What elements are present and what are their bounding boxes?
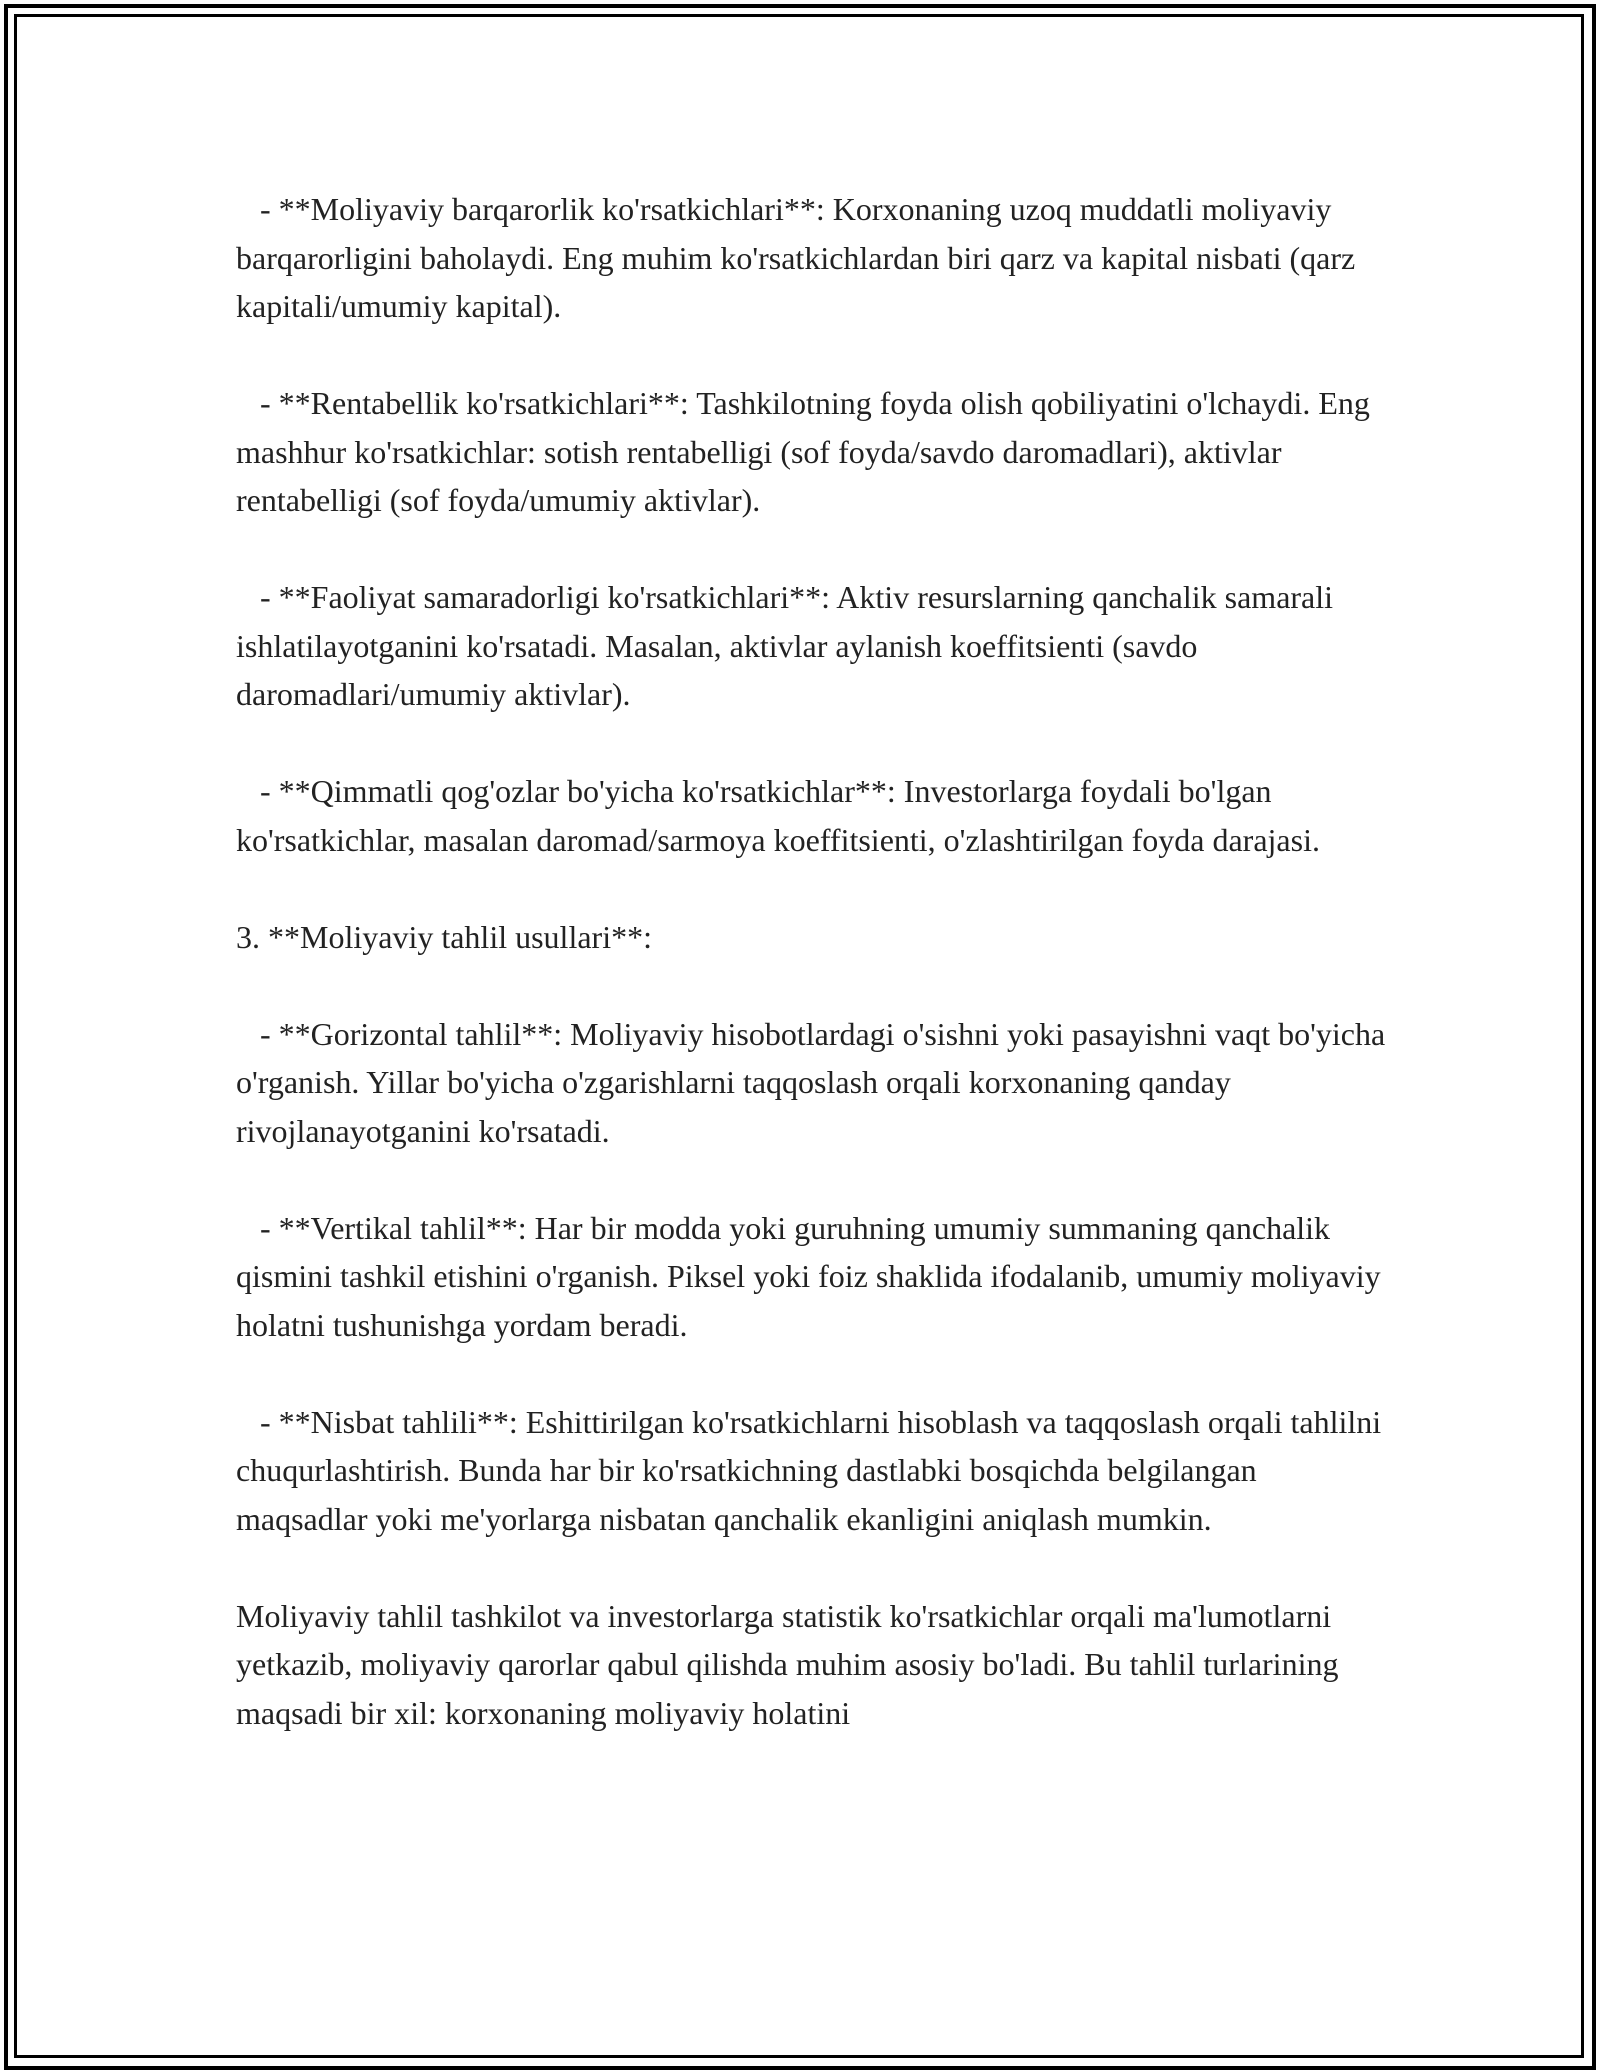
paragraph-profitability: - **Rentabellik ko'rsatkichlari**: Tashkilotning foyda olish qobiliyatini o'lchaydi. Eng mashhur ko'rsatkichlar: sotish rentabelligi (sof foyda/savdo daromadlari), aktivlar rentabelligi (sof foyda/umumiy aktivlar). (236, 385, 1378, 518)
paragraph-financial-stability: - **Moliyaviy barqarorlik ko'rsatkichlari**: Korxonaning uzoq muddatli moliyaviy barqarorligini baholaydi. Eng muhim ko'rsatkichlardan biri qarz va kapital nisbati (qarz kapitali/umumiy kapital). (236, 191, 1364, 324)
document-body (236, 185, 1394, 1737)
paragraph-activity-efficiency: - **Faoliyat samaradorligi ko'rsatkichlari**: Aktiv resurslarning qanchalik samarali ishlatilayotganini ko'rsatadi. Masalan, aktivlar aylanish koeffitsienti (savdo daromadlari/umumiy aktivlar). (236, 579, 1342, 712)
paragraph-conclusion: Moliyaviy tahlil tashkilot va investorlarga statistik ko'rsatkichlar orqali ma'lumotlarni yetkazib, moliyaviy qarorlar qabul qilishda muhim asosiy bo'ladi. Bu tahlil turlarining maqsadi bir xil: korxonaning moliyaviy holatini (236, 1597, 1347, 1731)
paragraph-horizontal-analysis: - **Gorizontal tahlil**: Moliyaviy hisobotlardagi o'sishni yoki pasayishni vaqt bo'yicha o'rganish. Yillar bo'yicha o'zgarishlarni taqqoslash orqali korxonaning qanday rivojlanayotganini ko'rsatadi. (236, 1015, 1394, 1149)
section-heading-analysis-methods: 3. **Moliyaviy tahlil usullari**: (236, 918, 652, 955)
paragraph-ratio-analysis: - **Nisbat tahlili**: Eshittirilgan ko'rsatkichlarni hisoblash va taqqoslash orqali tahlilni chuqurlashtirish. Bunda har bir ko'rsatkichning dastlabki bosqichda belgilangan maqsadlar yoki me'yorlarga nisbatan qanchalik ekanligini aniqlash mumkin. (236, 1403, 1390, 1537)
paragraph-securities: - **Qimmatli qog'ozlar bo'yicha ko'rsatkichlar**: Investorlarga foydali bo'lgan ko'rsatkichlar, masalan daromad/sarmoya koeffitsienti, o'zlashtirilgan foyda darajasi. (236, 773, 1320, 858)
paragraph-vertical-analysis: - **Vertikal tahlil**: Har bir modda yoki guruhning umumiy summaning qanchalik qismini tashkil etishini o'rganish. Piksel yoki foiz shaklida ifodalanib, umumiy moliyaviy holatni tushunishga yordam beradi. (236, 1209, 1389, 1343)
